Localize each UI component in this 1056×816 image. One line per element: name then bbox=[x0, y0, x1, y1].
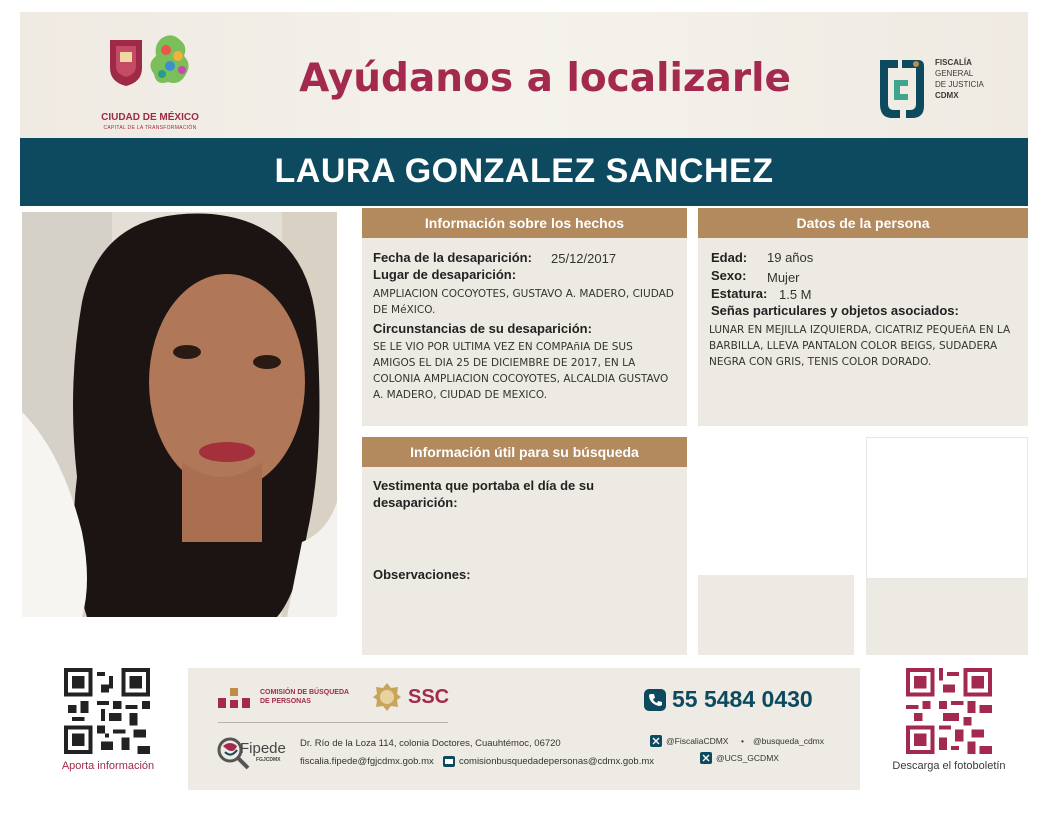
hechos-heading: Información sobre los hechos bbox=[362, 208, 687, 238]
lugar-value: AMPLIACION COCOYOTES, GUSTAVO A. MADERO, CIUDAD DE MéXICO. bbox=[373, 288, 674, 316]
x-social-icon bbox=[700, 752, 712, 764]
observaciones-label: Observaciones: bbox=[373, 567, 471, 582]
circunstancias-label: Circunstancias de su desaparición: bbox=[373, 321, 592, 336]
person-photo bbox=[22, 212, 337, 617]
email-comision[interactable]: comisionbusquedadepersonas@cdmx.gob.mx bbox=[459, 756, 655, 767]
sexo-value: Mujer bbox=[767, 270, 800, 285]
cdmx-logo bbox=[80, 32, 220, 130]
fgj-emblem-icon bbox=[872, 54, 928, 120]
person-name: LAURA GONZALEZ SANCHEZ bbox=[274, 152, 774, 190]
fgj-line-3: DE JUSTICIA bbox=[935, 80, 984, 89]
fecha-label: Fecha de la desaparición: bbox=[373, 250, 532, 265]
footer-contact-box bbox=[188, 668, 860, 790]
senas-label: Señas particulares y objetos asociados: bbox=[711, 303, 959, 318]
busqueda-panel bbox=[362, 437, 687, 655]
ssc-badge-icon bbox=[372, 682, 402, 712]
comision-line-1: COMISIÓN DE BÚSQUEDA bbox=[260, 689, 350, 696]
qr-descarga-fotoboletin[interactable] bbox=[906, 668, 992, 754]
fgj-line-2: GENERAL bbox=[935, 69, 974, 78]
person-portrait-icon bbox=[22, 212, 337, 617]
fgj-line-4: CDMX bbox=[935, 91, 959, 100]
footer-divider bbox=[218, 722, 448, 723]
qr-left-label: Aporta información bbox=[61, 760, 155, 772]
fgj-logo bbox=[872, 54, 1002, 124]
social-ucs[interactable]: @UCS_GCDMX bbox=[716, 753, 779, 763]
cdmx-tagline: CAPITAL DE LA TRANSFORMACIÓN bbox=[103, 125, 197, 131]
name-bar bbox=[20, 138, 1028, 206]
senas-value: LUNAR EN MEJILLA IZQUIERDA, CICATRIZ PEQUEñA EN LA BARBILLA, LLEVA PANTALON COLOR BEIGS, SUDADERA NEGRA CON GRIS, TENIS COLOR DORADO. bbox=[709, 324, 1011, 368]
comision-busqueda-logo-icon bbox=[218, 688, 252, 710]
cdmx-name: CIUDAD DE MÉXICO bbox=[101, 112, 199, 123]
circunstancias-value: SE LE VIO POR ULTIMA VEZ EN COMPAñIA DE SUS AMIGOS EL DIA 25 DE DICIEMBRE DE 2017, EN LA COLONIA AMPLIACION COCOYOTES, ALCALDIA GUSTAVO A. MADERO, CIUDAD DE MEXICO. bbox=[373, 341, 669, 401]
edad-label: Edad: bbox=[711, 250, 748, 265]
qr-aporta-informacion[interactable] bbox=[64, 668, 150, 754]
email-fipede[interactable]: fiscalia.fipede@fgjcdmx.gob.mx bbox=[300, 756, 434, 767]
social-busqueda[interactable]: @busqueda_cdmx bbox=[753, 736, 825, 746]
fecha-value: 25/12/2017 bbox=[551, 251, 617, 266]
x-social-icon bbox=[650, 735, 662, 747]
persona-heading: Datos de la persona bbox=[698, 208, 1028, 238]
page-title: Ayúdanos a localizarle bbox=[299, 56, 791, 101]
cdmx-emblem-icon bbox=[96, 32, 208, 104]
social-separator: • bbox=[741, 736, 744, 746]
fipede-sub: FGJCDMX bbox=[256, 757, 281, 763]
sexo-label: Sexo: bbox=[711, 268, 747, 283]
fgj-line-1: FISCALÍA bbox=[935, 58, 972, 67]
hechos-panel bbox=[362, 208, 687, 426]
vestimenta-label: Vestimenta que portaba el día de su desaparición: bbox=[373, 478, 595, 510]
header-banner bbox=[20, 12, 1028, 138]
qr-code-icon bbox=[906, 668, 992, 754]
email-icon bbox=[443, 756, 455, 767]
ssc-label: SSC bbox=[408, 686, 450, 708]
estatura-value: 1.5 M bbox=[779, 287, 812, 302]
clothing-image-slot-2 bbox=[866, 437, 1028, 655]
persona-panel bbox=[698, 208, 1028, 426]
estatura-label: Estatura: bbox=[711, 286, 768, 301]
clothing-image-slot-1 bbox=[698, 437, 854, 655]
busqueda-heading: Información útil para su búsqueda bbox=[362, 437, 687, 467]
qr-right-label: Descarga el fotoboletín bbox=[892, 760, 1006, 772]
edad-value: 19 años bbox=[767, 250, 814, 265]
social-fiscalia[interactable]: @FiscaliaCDMX bbox=[666, 736, 729, 746]
comision-line-2: DE PERSONAS bbox=[260, 698, 311, 705]
address-text: Dr. Río de la Loza 114, colonia Doctores, Cuauhtémoc, 06720 bbox=[300, 738, 561, 749]
phone-number[interactable]: 55 5484 0430 bbox=[672, 686, 813, 712]
fipede-label: Fipede bbox=[240, 740, 286, 757]
phone-icon bbox=[644, 689, 666, 711]
lugar-label: Lugar de desaparición: bbox=[373, 267, 517, 282]
qr-code-icon bbox=[64, 668, 150, 754]
